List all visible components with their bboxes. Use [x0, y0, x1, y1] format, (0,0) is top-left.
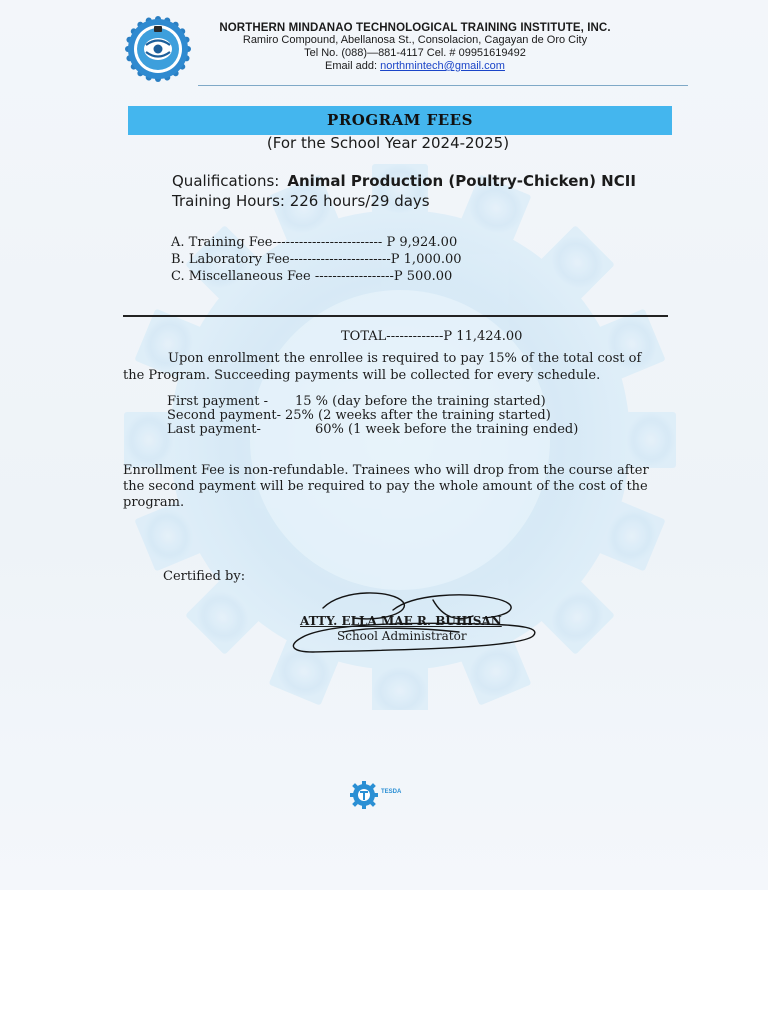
- signatory-title: School Administrator: [337, 629, 467, 643]
- qualification-line: [172, 172, 636, 190]
- fee-item-laboratory: B. Laboratory Fee-----------------------P 1,000.00: [171, 252, 462, 267]
- org-email-line: [200, 60, 630, 73]
- qualification-label: Qualifications:: [172, 172, 280, 190]
- certified-by-label: Certified by:: [163, 569, 246, 584]
- qualification-value: Animal Production (Poultry-Chicken) NCII: [287, 172, 636, 190]
- payment-row: [167, 395, 578, 409]
- org-address: Ramiro Compound, Abellanosa St., Consolacion, Cagayan de Oro City: [242, 34, 588, 46]
- tesda-logo-text: TESDA: [381, 789, 402, 795]
- fee-item-training: A. Training Fee------------------------- P 9,924.00: [171, 235, 458, 250]
- payment-row: [167, 409, 578, 423]
- institute-logo-icon: [121, 12, 195, 86]
- page-margin: [0, 890, 768, 1024]
- school-year: (For the School Year 2024-2025): [266, 134, 510, 152]
- enrollment-note: [123, 350, 663, 384]
- payment-schedule: [167, 395, 578, 437]
- org-phone: Tel No. (088)—881-4117 Cel. # 09951619492: [304, 47, 526, 59]
- payment-label: Last payment-: [167, 422, 261, 437]
- page-title: PROGRAM FEES: [327, 111, 473, 129]
- enrollment-note-text: Upon enrollment the enrollee is required to pay 15% of the total cost of the Program. Succeeding payments will be collected for every schedule.: [123, 351, 642, 383]
- email-link[interactable]: northmintech@gmail.com: [380, 60, 505, 72]
- payment-label: Second payment-: [167, 408, 281, 423]
- header-divider: [198, 85, 688, 86]
- fee-item-miscellaneous: C. Miscellaneous Fee ------------------P 500.00: [171, 269, 453, 284]
- fee-list: [171, 234, 462, 285]
- payment-detail: 60% (1 week before the training ended): [314, 422, 579, 437]
- payment-detail: 25% (2 weeks after the training started): [284, 408, 551, 423]
- email-label: Email add:: [325, 60, 378, 72]
- training-hours: Training Hours: 226 hours/29 days: [172, 192, 430, 210]
- title-banner: [128, 106, 672, 135]
- signatory-name: ATTY. ELLA MAE R. BUHISAN: [300, 614, 502, 628]
- total-amount: TOTAL-------------P 11,424.00: [341, 329, 523, 344]
- total-divider: [123, 315, 668, 317]
- signature-scribble-icon: [283, 588, 543, 660]
- org-name: NORTHERN MINDANAO TECHNOLOGICAL TRAINING INSTITUTE, INC.: [219, 22, 611, 34]
- tesda-logo-icon: [348, 780, 412, 810]
- letterhead: [200, 22, 630, 73]
- refund-note: Enrollment Fee is non-refundable. Trainees who will drop from the course after the second payment will be required to pay the whole amount of the cost of the program.: [123, 463, 649, 510]
- payment-label: First payment -: [167, 394, 268, 409]
- payment-row: [167, 423, 578, 437]
- payment-detail: 15 % (day before the training started): [294, 394, 546, 409]
